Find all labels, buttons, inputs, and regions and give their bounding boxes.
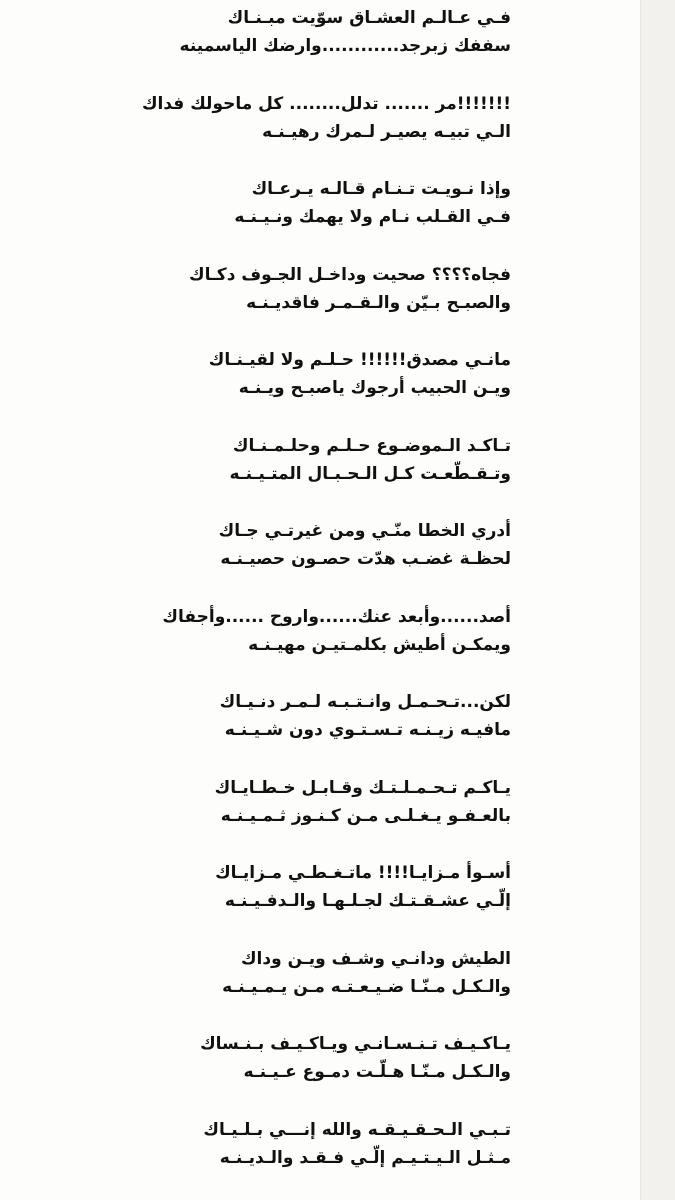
verse-line: مانـي مصدق!!!!!! حـلـم ولا لقيـنـاك bbox=[91, 346, 511, 374]
stanza-12 bbox=[91, 945, 511, 1031]
page-margin-strip bbox=[640, 0, 675, 1200]
verse-line: تـاكـد الـموضـوع حـلـم وحلـمـنـاك bbox=[91, 432, 511, 460]
stanza-1 bbox=[91, 4, 511, 90]
verse-line: إلّـي عشـقـتـك لجـلـهـا والـدفـيـنـه bbox=[91, 887, 511, 915]
stanza-13 bbox=[91, 1030, 511, 1116]
verse-line: يـاكـيـف تـنـسـانـي ويـاكـيـف بـنـساك bbox=[91, 1030, 511, 1058]
verse-line: ويمكـن أطيش بكلمـتيـن مهيـنـه bbox=[91, 631, 511, 659]
verse-line: !!!!!!!مر ....... تدلل........ كل ماحولك فداك bbox=[91, 90, 511, 118]
stanza-5 bbox=[91, 346, 511, 432]
stanza-8 bbox=[91, 603, 511, 689]
verse-line: والـكـل مـنّـا ضـيـعـتـه مـن يـمـيـنـه bbox=[91, 973, 511, 1001]
verse-line: مـثـل الـيـتـيـم إلّـي فـقـد والـديـنـه bbox=[91, 1144, 511, 1172]
verse-line: وتـقـطّعـت كـل الـحـبـال المتـيـنـه bbox=[91, 460, 511, 488]
stanza-3 bbox=[91, 175, 511, 261]
verse-line: أسـوأ مـزايـا!!!! ماتـغـطـي مـزايـاك bbox=[91, 859, 511, 887]
stanza-4 bbox=[91, 261, 511, 347]
verse-line: فـي القـلب نـام ولا يهمك ونـيـنـه bbox=[91, 203, 511, 231]
verse-line: يـاكـم تـحـمـلـتـك وقـابـل خـطـايـاك bbox=[91, 774, 511, 802]
verse-line: والـكـل مـنّـا هـلّـت دمـوع عـيـنـه bbox=[91, 1058, 511, 1086]
poem-text bbox=[91, 4, 511, 1201]
verse-line: الطيش ودانـي وشـف ويـن وداك bbox=[91, 945, 511, 973]
stanza-14 bbox=[91, 1116, 511, 1201]
verse-line: أصد......وأبعد عنك......واروح ......وأجفاك bbox=[91, 603, 511, 631]
verse-line: مافيـه زيـنـه تـسـتـوي دون شـيـنـه bbox=[91, 716, 511, 744]
stanza-6 bbox=[91, 432, 511, 518]
verse-line: لحظـة غضـب هدّت حصـون حصيـنـه bbox=[91, 545, 511, 573]
stanza-9 bbox=[91, 688, 511, 774]
stanza-10 bbox=[91, 774, 511, 860]
stanza-11 bbox=[91, 859, 511, 945]
stanza-7 bbox=[91, 517, 511, 603]
verse-line: بالعـفـو يـغـلـى مـن كـنـوز ثـمـيـنـه bbox=[91, 802, 511, 830]
verse-line: الـي تبيـه يصيـر لـمرك رهيـنـه bbox=[91, 118, 511, 146]
stanza-2 bbox=[91, 90, 511, 176]
verse-line: فجاه؟؟؟؟ صحيت وداخـل الجـوف دكـاك bbox=[91, 261, 511, 289]
verse-line: وإذا نـويـت تـنـام قـالـه يـرعـاك bbox=[91, 175, 511, 203]
verse-line: فـي عـالـم العشـاق سوّيت مبـنـاك bbox=[91, 4, 511, 32]
verse-line: ويـن الحبيب أرجوك ياصبـح ويـنـه bbox=[91, 374, 511, 402]
verse-line: أدري الخطا منّـي ومن غيرتـي جـاك bbox=[91, 517, 511, 545]
verse-line: لكن...تـحـمـل وانـتـبـه لـمـر دنـيـاك bbox=[91, 688, 511, 716]
verse-line: سففك زبرجد............وارضك الياسمينه bbox=[91, 32, 511, 60]
verse-line: والصبـح بـيّن والـقـمـر فاقديـنـه bbox=[91, 289, 511, 317]
verse-line: تـبـي الـحـقـيـقـه والله إنـــي بـلـيـاك bbox=[91, 1116, 511, 1144]
